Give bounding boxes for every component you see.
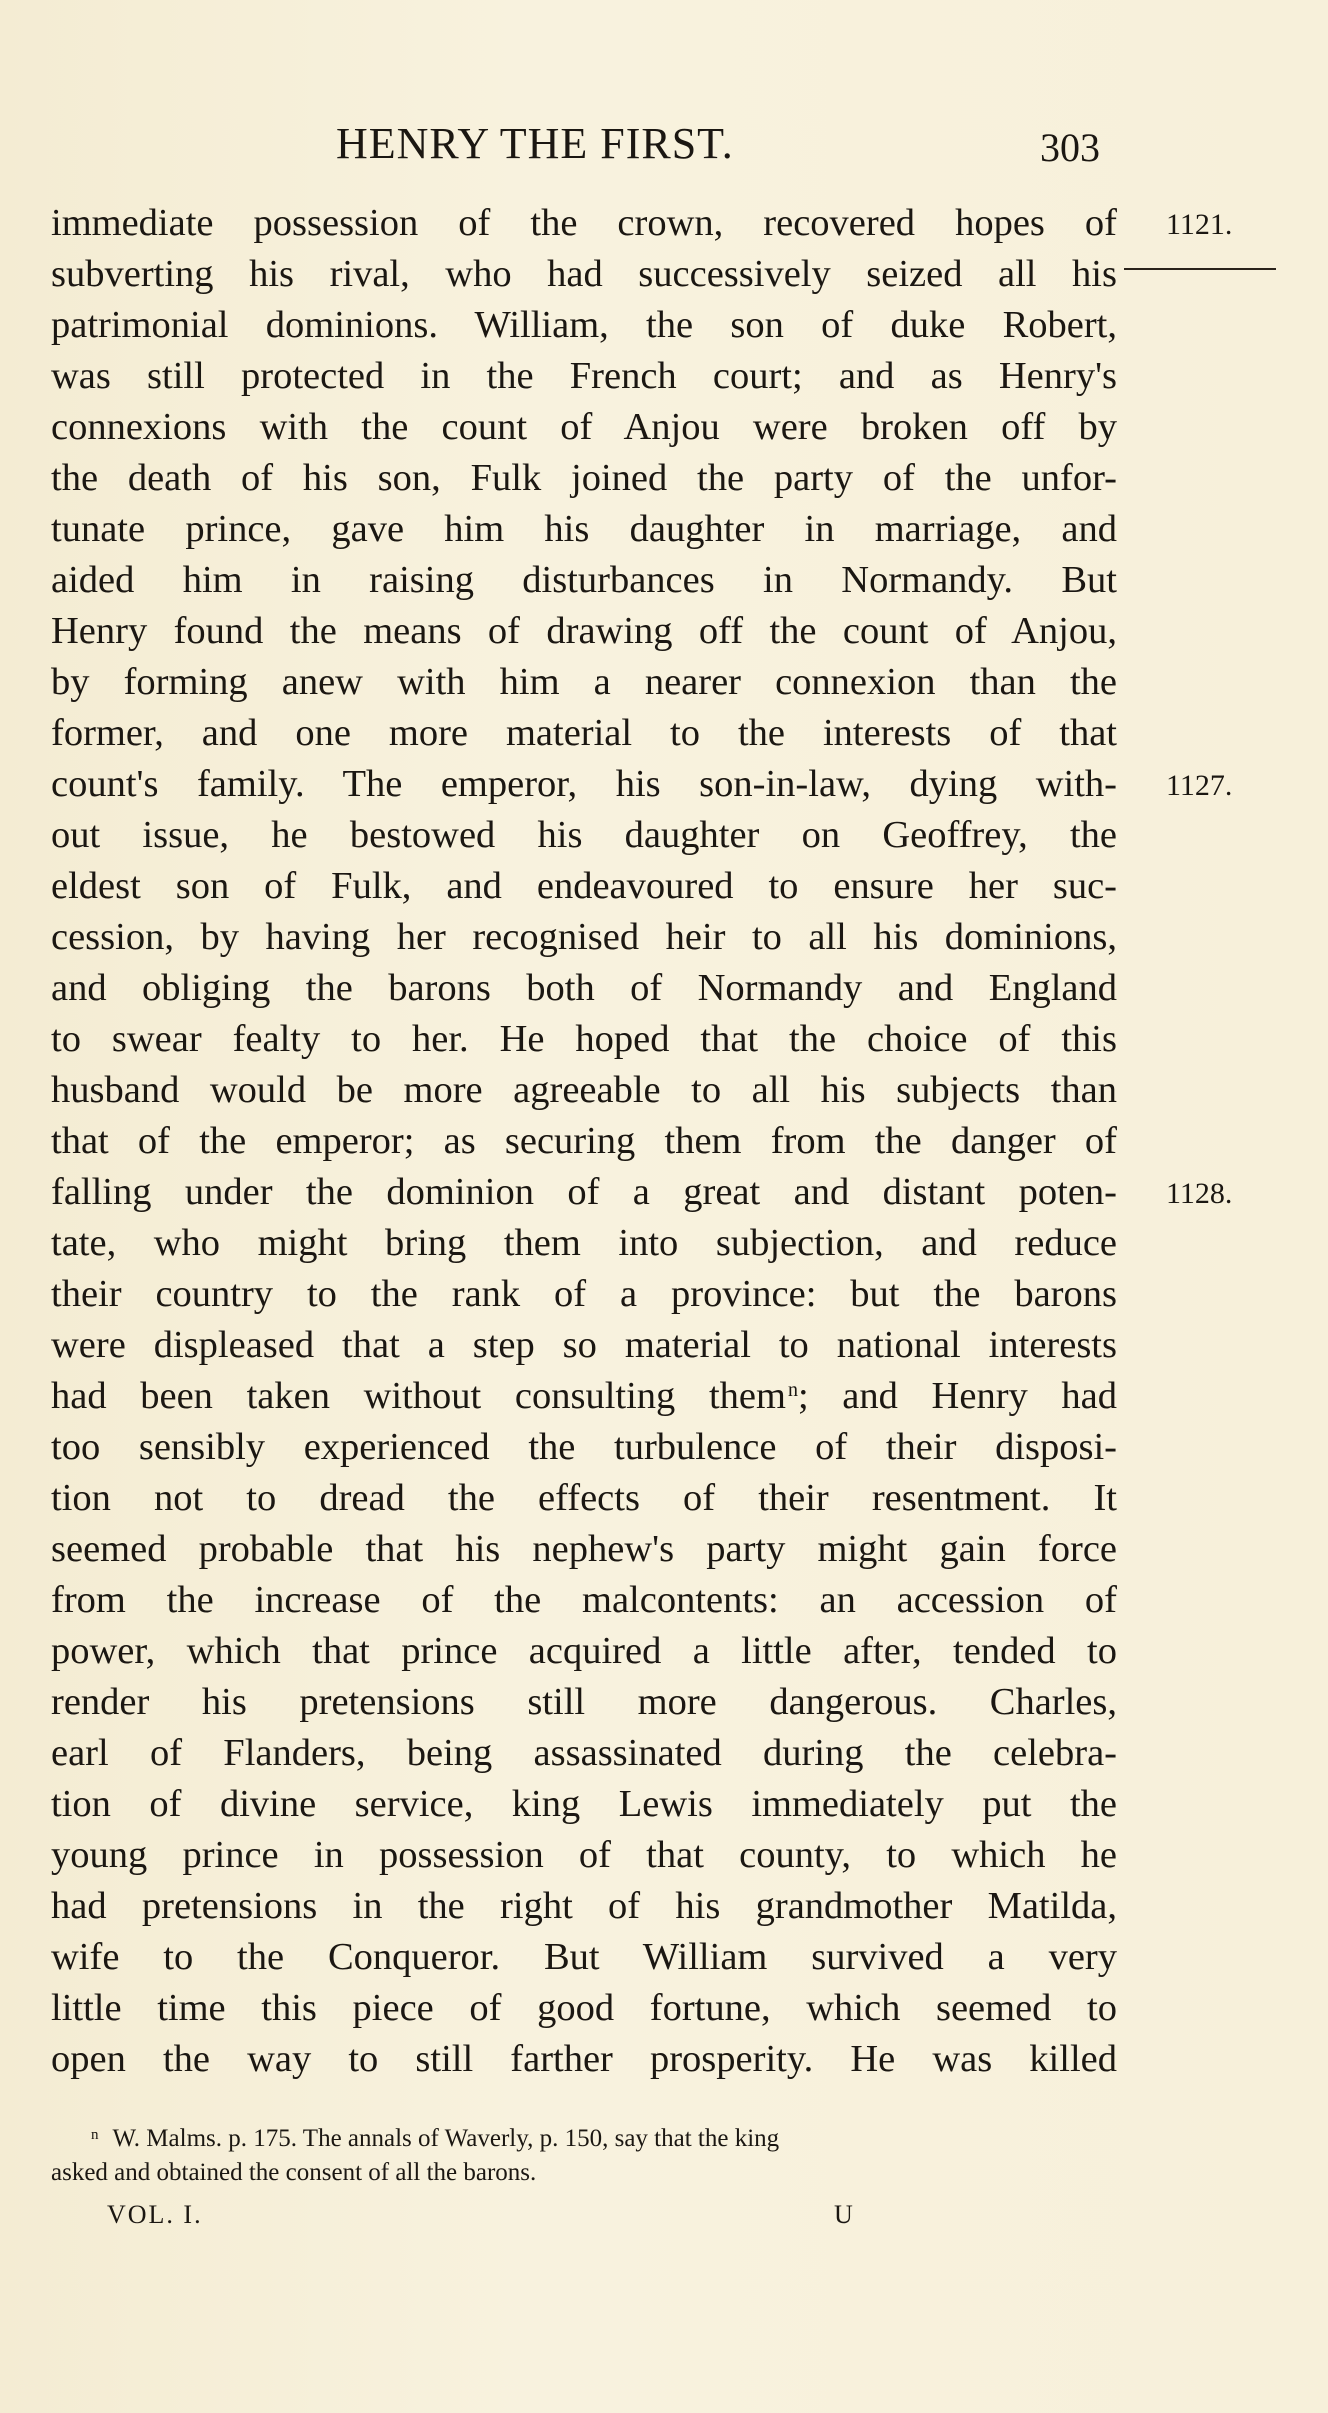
text-line: open the way to still farther prosperity. He was killed bbox=[51, 2038, 1117, 2080]
text-line: power, which that prince acquired a little after, tended to bbox=[51, 1630, 1117, 1672]
text-line: husband would be more agreeable to all his subjects than bbox=[51, 1069, 1117, 1111]
text-line: aided him in raising disturbances in Normandy. But bbox=[51, 559, 1117, 601]
text-line: patrimonial dominions. William, the son of duke Robert, bbox=[51, 304, 1117, 346]
footnote bbox=[51, 2122, 1117, 2190]
text-line: to swear fealty to her. He hoped that the choice of this bbox=[51, 1018, 1117, 1060]
text-line: too sensibly experienced the turbulence of their disposi- bbox=[51, 1426, 1117, 1468]
text-line: were displeased that a step so material to national interests bbox=[51, 1324, 1117, 1366]
footnote-reference: n bbox=[787, 1379, 798, 1401]
text-line: immediate possession of the crown, recovered hopes of bbox=[51, 202, 1117, 244]
footnote-line: asked and obtained the consent of all the barons. bbox=[51, 2159, 537, 2186]
footnote-line bbox=[51, 2122, 1117, 2156]
text-line: earl of Flanders, being assassinated during the celebra- bbox=[51, 1732, 1117, 1774]
text-line: from the increase of the malcontents: an accession of bbox=[51, 1579, 1117, 1621]
text-line: Henry found the means of drawing off the count of Anjou, bbox=[51, 610, 1117, 652]
text-line: was still protected in the French court; and as Henry's bbox=[51, 355, 1117, 397]
text-line: the death of his son, Fulk joined the party of the unfor- bbox=[51, 457, 1117, 499]
running-head bbox=[0, 118, 1328, 178]
footnote-text: W. Malms. p. 175. The annals of Waverly, p. 150, say that the king bbox=[112, 2125, 780, 2152]
text-line: that of the emperor; as securing them from the danger of bbox=[51, 1120, 1117, 1162]
text-line: their country to the rank of a province: but the barons bbox=[51, 1273, 1117, 1315]
text-line: little time this piece of good fortune, which seemed to bbox=[51, 1987, 1117, 2029]
body-text bbox=[51, 198, 1117, 2085]
text-line: by forming anew with him a nearer connexion than the bbox=[51, 661, 1117, 703]
text-line-with-footnote-ref bbox=[51, 1371, 1117, 1422]
margin-date-1121: 1121. bbox=[1166, 208, 1233, 241]
text-line: wife to the Conqueror. But William survived a very bbox=[51, 1936, 1117, 1978]
text-line: connexions with the count of Anjou were broken off by bbox=[51, 406, 1117, 448]
text-line: cession, by having her recognised heir to all his dominions, bbox=[51, 916, 1117, 958]
signature-line bbox=[0, 2200, 1328, 2240]
text-line: and obliging the barons both of Normandy and England bbox=[51, 967, 1117, 1009]
margin-date-1128: 1128. bbox=[1166, 1177, 1233, 1210]
text-line: count's family. The emperor, his son-in-law, dying with- bbox=[51, 763, 1117, 805]
signature-mark: U bbox=[834, 2200, 853, 2229]
margin-date-1127: 1127. bbox=[1166, 769, 1233, 802]
text-line: seemed probable that his nephew's party might gain force bbox=[51, 1528, 1117, 1570]
text-line-tail: ; and Henry had bbox=[797, 1375, 1118, 1417]
text-line-head: had been taken without consulting them bbox=[51, 1375, 786, 1417]
volume-mark: VOL. I. bbox=[107, 2200, 203, 2229]
footnote-marker: n bbox=[91, 2127, 99, 2143]
text-line: falling under the dominion of a great and distant poten- bbox=[51, 1171, 1117, 1213]
text-line: tion of divine service, king Lewis immediately put the bbox=[51, 1783, 1117, 1825]
text-line: tate, who might bring them into subjection, and reduce bbox=[51, 1222, 1117, 1264]
text-line: former, and one more material to the interests of that bbox=[51, 712, 1117, 754]
text-line: subverting his rival, who had successively seized all his bbox=[51, 253, 1117, 295]
margin-date-rule bbox=[1124, 268, 1276, 270]
text-line: eldest son of Fulk, and endeavoured to ensure her suc- bbox=[51, 865, 1117, 907]
text-line: tion not to dread the effects of their resentment. It bbox=[51, 1477, 1117, 1519]
text-line: tunate prince, gave him his daughter in marriage, and bbox=[51, 508, 1117, 550]
text-line: render his pretensions still more dangerous. Charles, bbox=[51, 1681, 1117, 1723]
page-number: 303 bbox=[1040, 125, 1100, 170]
text-line: young prince in possession of that county, to which he bbox=[51, 1834, 1117, 1876]
text-line: had pretensions in the right of his grandmother Matilda, bbox=[51, 1885, 1117, 1927]
running-title: HENRY THE FIRST. bbox=[336, 119, 734, 168]
text-line: out issue, he bestowed his daughter on Geoffrey, the bbox=[51, 814, 1117, 856]
